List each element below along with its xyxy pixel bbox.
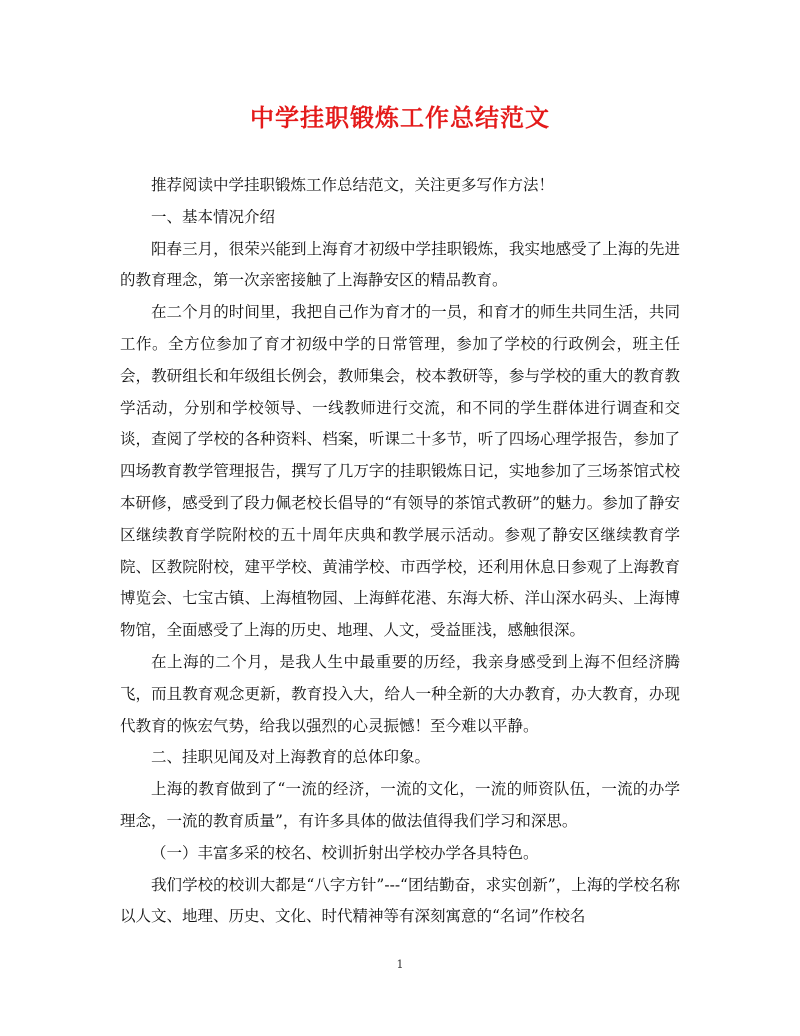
paragraph: 上海的教育做到了“一流的经济，一流的文化，一流的师资队伍，一流的办学理念，一流的教育质量”，有许多具体的做法值得我们学习和深思。 [120, 780, 680, 830]
document-body [120, 170, 680, 933]
paragraph: 我们学校的校训大都是“八字方针”---“团结勤奋，求实创新”，上海的学校名称以人文、地理、历史、文化、时代精神等有深刻寓意的“名词”作校名 [120, 875, 680, 926]
subsection-heading-school-names: （一）丰富多采的校名、校训折射出学校办学各具特色。 [151, 843, 539, 862]
section-heading-basic-info: 一、基本情况介绍 [151, 207, 276, 226]
paragraph: 在上海的二个月，是我人生中最重要的历经，我亲身感受到上海不但经济腾飞，而且教育观念更新，教育投入大，给人一种全新的大办教育，办大教育，办现代教育的恢宏气势，给我以强烈的心灵振憾！至今难以平静。 [120, 652, 680, 735]
document-title: 中学挂职锻炼工作总结范文 [250, 103, 550, 132]
section-heading-impressions: 二、挂职见闻及对上海教育的总体印象。 [151, 748, 431, 767]
paragraph-intro: 推荐阅读中学挂职锻炼工作总结范文，关注更多写作方法！ [151, 176, 555, 194]
page-number: 1 [396, 958, 404, 971]
paragraph: 在二个月的时间里，我把自己作为育才的一员，和育才的师生共同生活，共同工作。全方位参加了育才初级中学的日常管理，参加了学校的行政例会，班主任会，教研组长和年级组长例会，教师集会，校本教研等，参与学校的重大的教育教学活动，分别和学校领导、一线教师进行交流，和不同的学生群体进行调查和交谈，查阅了学校的各种资料、档案，听课二十多节，听了四场心理学报告，参加了四场教育教学管理报告，撰写了几万字的挂职锻炼日记，实地参加了三场茶馆式校本研修，感受到了段力佩老校长倡导的“有领导的茶馆式教研”的魅力。参加了静安区继续教育学院附校的五十周年庆典和教学展示活动。参观了静安区继续教育学院、区教院附校，建平学校、黄浦学校、市西学校，还利用休息日参观了上海教育博览会、七宝古镇、上海植物园、上海鲜花港、东海大桥、洋山深水码头、上海博物馆，全面感受了上海的历史、地理、人文，受益匪浅，感触很深。 [120, 303, 680, 640]
paragraph: 阳春三月，很荣兴能到上海育才初级中学挂职锻炼，我实地感受了上海的先进的教育理念，第一次亲密接触了上海静安区的精品教育。 [120, 239, 680, 290]
